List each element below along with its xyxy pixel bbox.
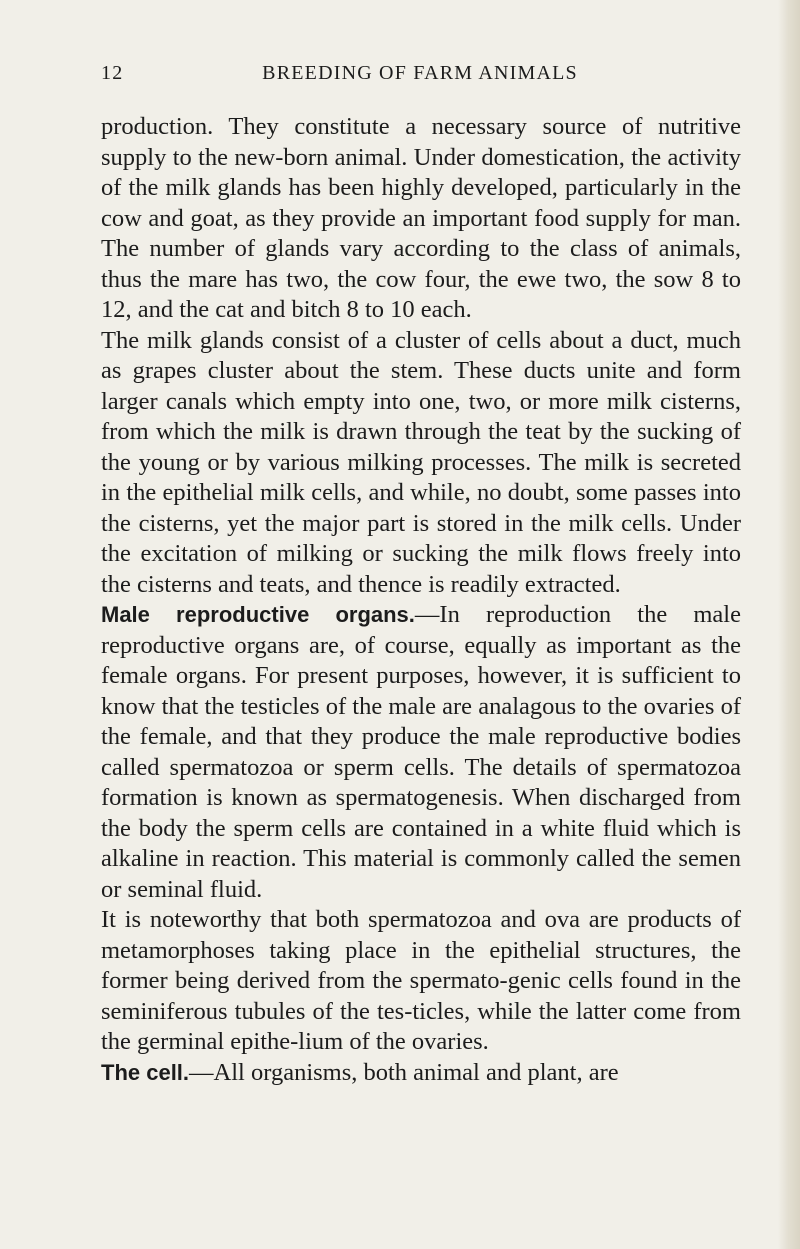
body-text [101,112,741,1088]
paragraph [101,1058,741,1089]
paragraph-text: It is noteworthy that both spermatozoa and ova are products of metamorphoses taking place in the epithelial structures, the former being derived from the spermato-genic cells found in the seminiferous tubules of the tes-ticles, while the latter come from the germinal epithe-lium of the ovaries. [101,906,741,1055]
section-sidehead: Male reproductive organs. [101,602,415,627]
paragraph [101,600,741,905]
paragraph-text: production. They constitute a necessary source of nutritive supply to the new-born animal. Under domestication, the activity of the milk glands has been highly developed, particularly in the cow and goat, as they provide an important food supply for man. The number of glands vary according to the class of animals, thus the mare has two, the cow four, the ewe two, the sow 8 to 12, and the cat and bitch 8 to 10 each. [101,113,741,323]
page-edge-shadow [778,0,800,1249]
paragraph-text: —All organisms, both animal and plant, are [189,1058,619,1086]
paragraph [101,112,741,326]
page-number: 12 [101,62,124,84]
paragraph-text: The milk glands consist of a cluster of cells about a duct, much as grapes cluster about the stem. These ducts unite and form larger canals which empty into one, two, or more milk cisterns, from which the milk is drawn through the teat by the sucking of the young or by various milking processes. The milk is secreted in the epithelial milk cells, and while, no doubt, some passes into the cisterns, yet the major part is stored in the milk cells. Under the excitation of milking or sucking the milk flows freely into the cisterns and teats, and thence is readily extracted. [101,326,741,598]
running-title: BREEDING OF FARM ANIMALS [262,62,578,84]
paragraph [101,326,741,601]
paragraph [101,905,741,1058]
section-sidehead: The cell. [101,1059,190,1085]
paragraph-text: —In reproduction the male reproductive organs are, of course, equally as important as the female organs. For present purposes, however, it is sufficient to know that the testicles of the male are analagous to the ovaries of the female, and that they produce the male reproductive bodies called spermatozoa or sperm cells. The details of spermatozoa formation is known as spermatogenesis. When discharged from the body the sperm cells are contained in a white fluid which is alkaline in reaction. This material is commonly called the semen or seminal fluid. [101,601,741,903]
page-header [101,62,739,92]
